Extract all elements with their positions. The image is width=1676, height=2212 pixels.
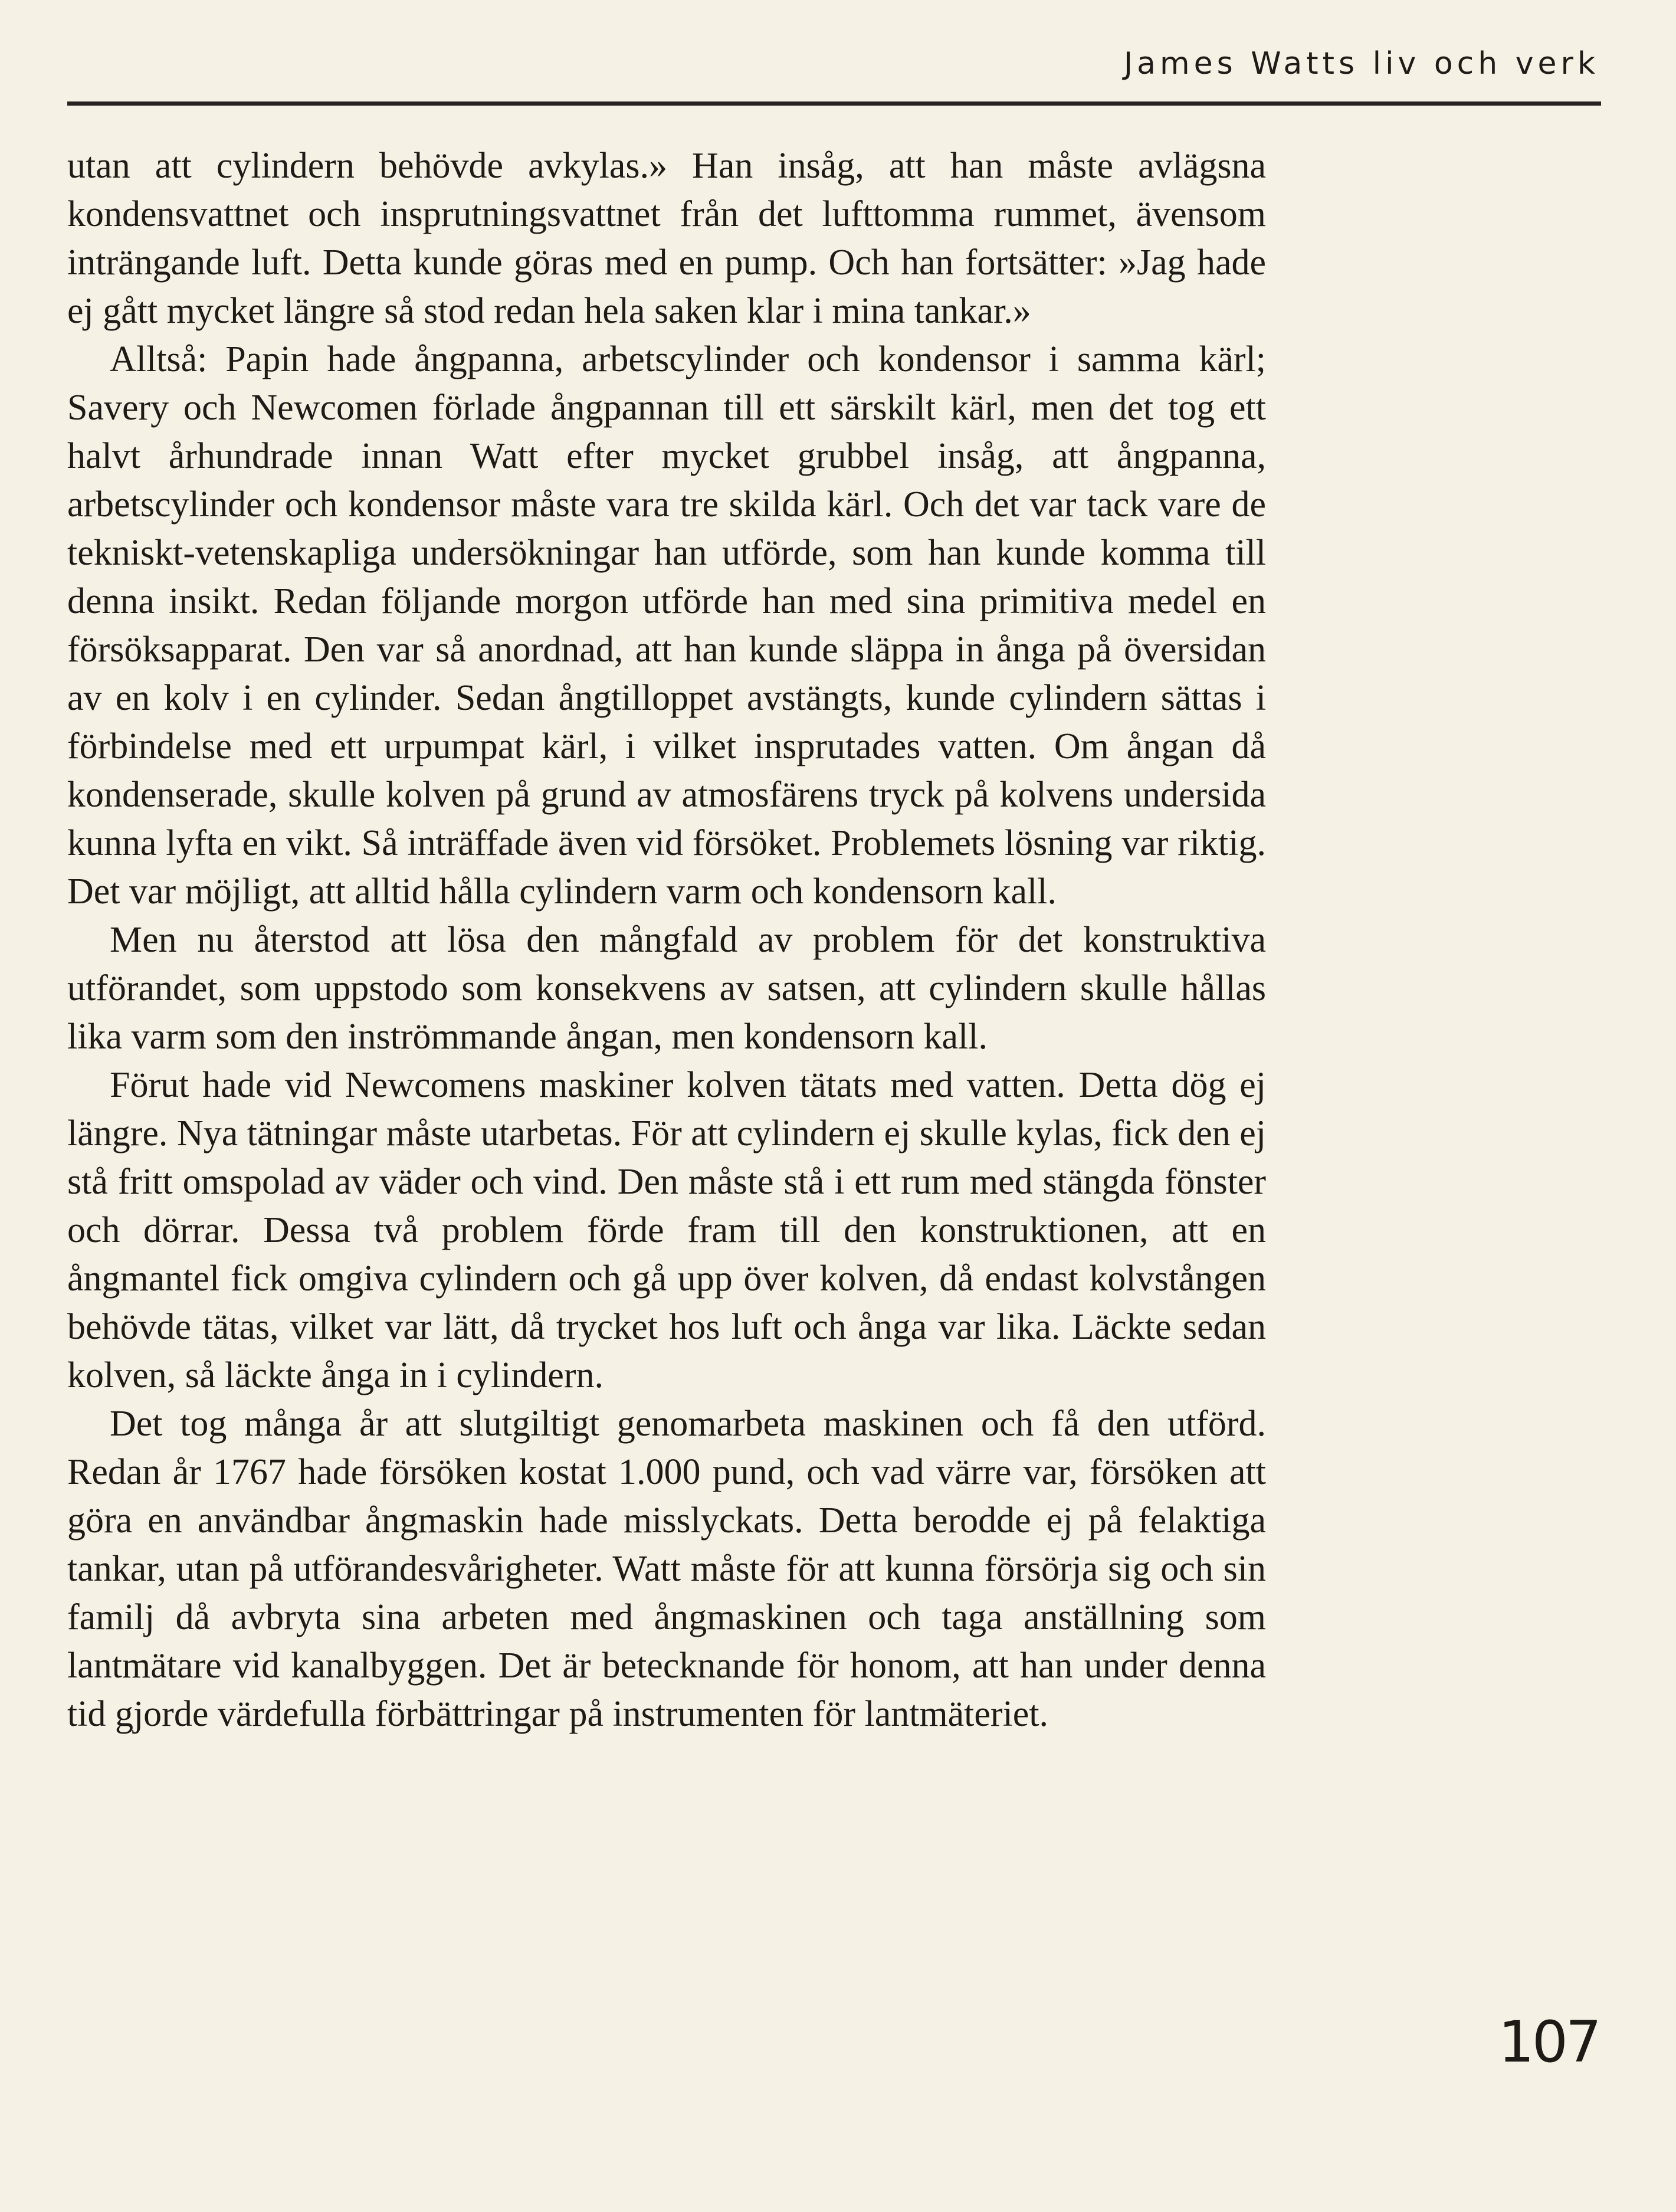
page-number: 107	[1498, 2009, 1599, 2075]
paragraph-5: Det tog många år att slutgiltigt genomarbeta maskinen och få den utförd. Redan år 1767 hade försöken kostat 1.000 pund, och vad värre var, försöken att göra en användbar ångmaskin hade misslyckats. Detta berodde ej på felaktiga tankar, utan på utförandesvårigheter. Watt måste för att kunna försörja sig och sin familj då avbryta sina arbeten med ångmaskinen och taga anställning som lantmätare vid kanalbyggen. Det är betecknande för honom, att han under denna tid gjorde värdefulla förbättringar på instrumenten för lantmäteriet.	[67, 1404, 1266, 1734]
running-head: James Watts liv och verk	[1123, 46, 1599, 81]
paragraph-1: utan att cylindern behövde avkylas.» Han insåg, att han måste avlägsna kondensvattnet och insprutningsvattnet från det lufttomma rummet, ävensom inträngande luft. Detta kunde göras med en pump. Och han fortsätter: »Jag hade ej gått mycket längre så stod redan hela saken klar i mina tankar.»	[67, 146, 1266, 331]
header-rule	[67, 101, 1601, 106]
paragraph-2: Alltså: Papin hade ångpanna, arbetscylinder och kondensor i samma kärl; Savery och Newcomen förlade ångpannan till ett särskilt kärl, men det tog ett halvt århundrade innan Watt efter mycket grubbel insåg, att ångpanna, arbetscylinder och kondensor måste vara tre skilda kärl. Och det var tack vare de tekniskt-vetenskapliga undersökningar han utförde, som han kunde komma till denna insikt. Redan följande morgon utförde han med sina primitiva medel en försöksapparat. Den var så anordnad, att han kunde släppa in ånga på översidan av en kolv i en cylinder. Sedan ångtilloppet avstängts, kunde cylindern sättas i förbindelse med ett urpumpat kärl, i vilket insprutades vatten. Om ångan då kondenserade, skulle kolven på grund av atmosfärens tryck på kolvens undersida kunna lyfta en vikt. Så inträffade även vid försöket. Problemets lösning var riktig. Det var möjligt, att alltid hålla cylindern varm och kondensorn kall.	[67, 339, 1266, 912]
body-text	[67, 142, 1266, 1738]
paragraph-3: Men nu återstod att lösa den mångfald av problem för det konstruktiva utförandet, som uppstodo som konsekvens av satsen, att cylindern skulle hållas lika varm som den inströmmande ångan, men kondensorn kall.	[67, 920, 1266, 1057]
paragraph-4: Förut hade vid Newcomens maskiner kolven tätats med vatten. Detta dög ej längre. Nya tätningar måste utarbetas. För att cylindern ej skulle kylas, fick den ej stå fritt omspolad av väder och vind. Den måste stå i ett rum med stängda fönster och dörrar. Dessa två problem förde fram till den konstruktionen, att en ångmantel fick omgiva cylindern och gå upp över kolven, då endast kolvstången behövde tätas, vilket var lätt, då trycket hos luft och ånga var lika. Läckte sedan kolven, så läckte ånga in i cylindern.	[67, 1065, 1266, 1395]
